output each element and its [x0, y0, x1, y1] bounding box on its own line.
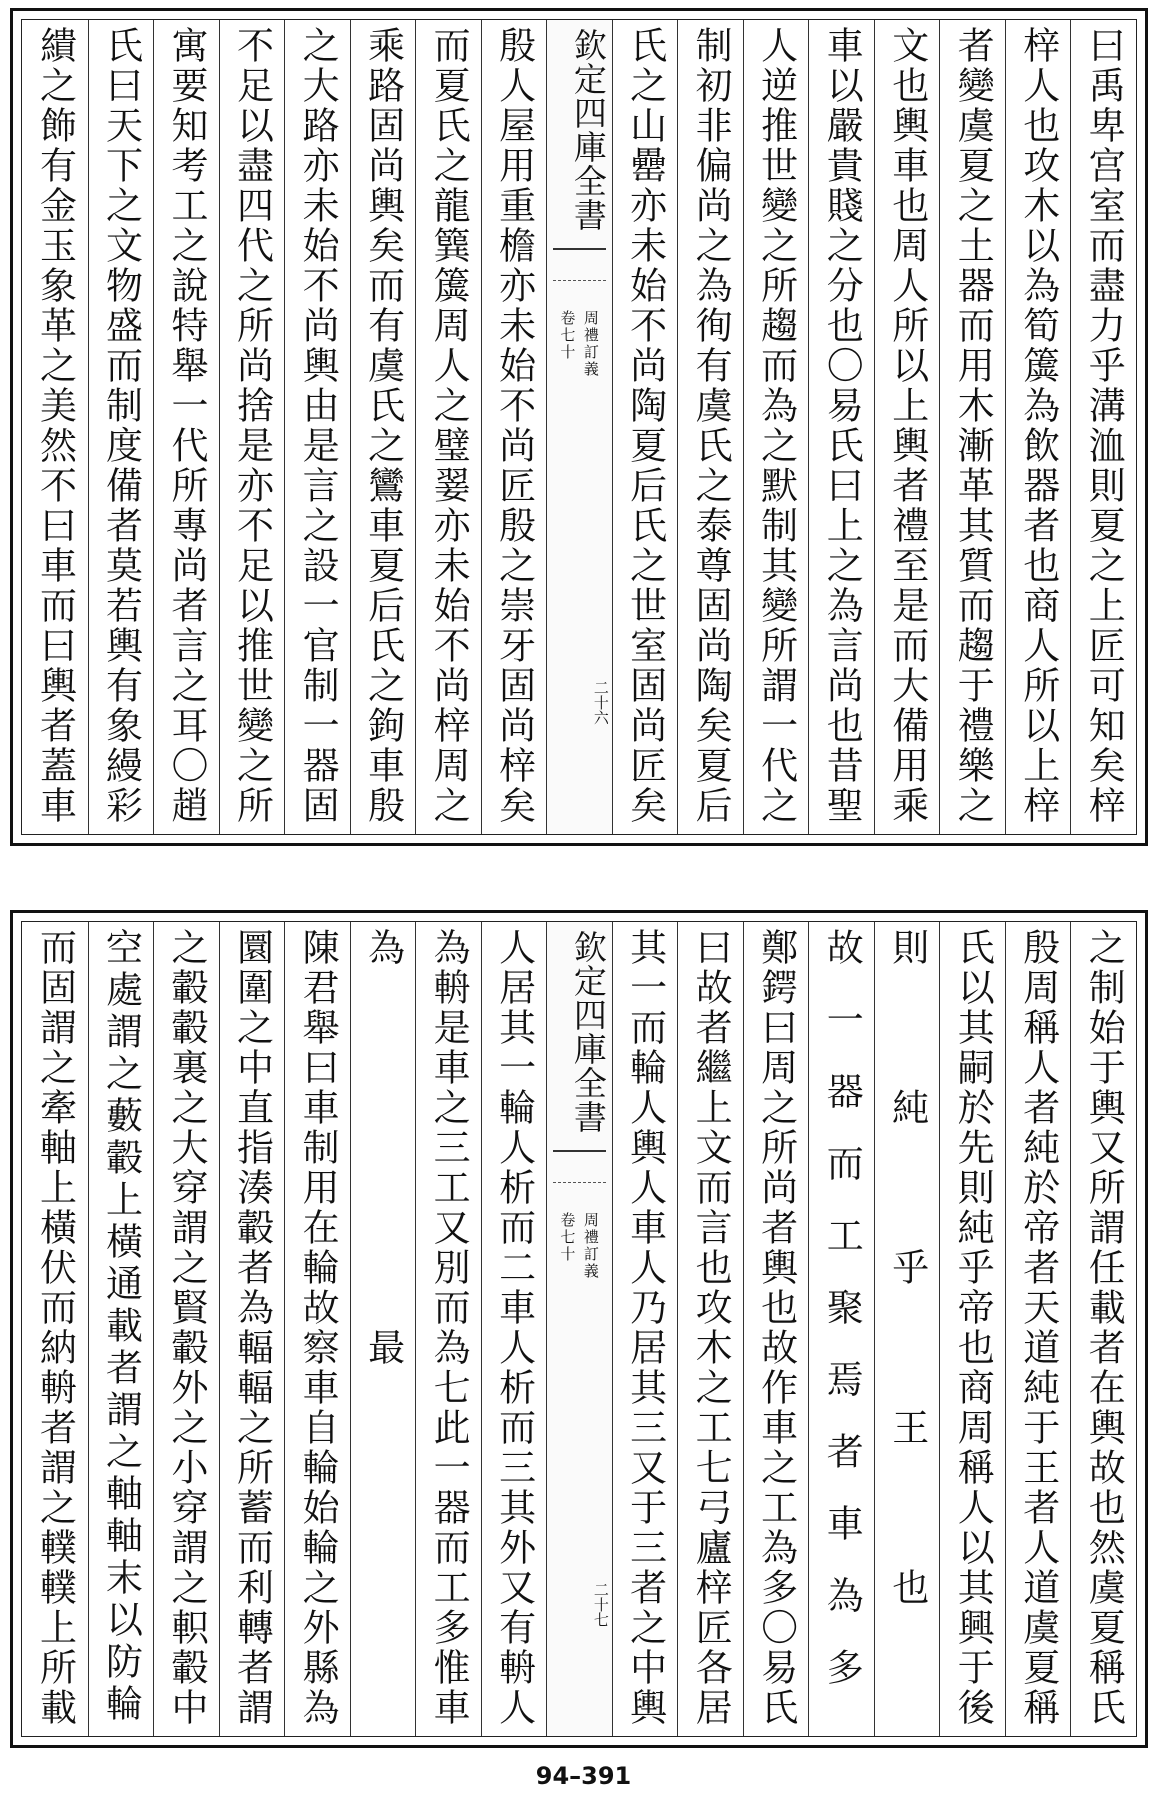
column-text: 為輈是車之三工又別而為七此一器而工多惟車	[427, 928, 471, 1728]
column-text: 者變虞夏之土器而用木漸革其質而趨于禮樂之	[951, 26, 995, 826]
text-column	[1005, 922, 1071, 1736]
text-column	[88, 20, 154, 834]
work-title: 周禮訂義	[581, 310, 600, 378]
column-text: 而固謂之牽軸上橫伏而納輈者謂之轐轐上所載	[33, 928, 77, 1728]
text-column	[22, 20, 88, 834]
column-text: 乘路固尚輿矣而有虞氏之鸞車夏后氏之鉤車殷	[361, 26, 405, 826]
text-column	[677, 20, 743, 834]
column-text: 不足以盡四代之所尚捨是亦不足以推世變之所	[230, 26, 274, 826]
upper-page-frame	[21, 19, 1137, 835]
text-column	[677, 922, 743, 1736]
column-text: 為最	[361, 928, 405, 1728]
text-column	[1005, 20, 1071, 834]
text-column	[808, 922, 874, 1736]
text-column	[743, 20, 809, 834]
column-text: 車以嚴貴賤之分也〇易氏曰上之為言尚也昔聖	[820, 26, 864, 826]
column-text: 則純乎王也	[885, 928, 929, 1728]
column-text: 而夏氏之龍簨簴周人之璧翣亦未始不尚梓周之	[427, 26, 471, 826]
book-title: 欽定四庫全書	[568, 930, 608, 1134]
text-column	[284, 922, 350, 1736]
text-column	[939, 922, 1005, 1736]
column-text: 氏以其嗣於先則純乎帝也商周稱人以其興于後	[951, 928, 995, 1728]
text-column	[808, 20, 874, 834]
leaf-number: 二十六	[591, 680, 610, 725]
text-column	[1070, 922, 1136, 1736]
text-column	[415, 922, 481, 1736]
text-column	[219, 922, 285, 1736]
lower-page	[10, 910, 1148, 1748]
leaf-number: 二十七	[591, 1582, 610, 1627]
text-column	[219, 20, 285, 834]
column-text: 其一而輪人輿人車人乃居其三又于三者之中輿	[623, 928, 667, 1728]
column-text: 梓人也攻木以為筍簴為飲器者也商人所以上梓	[1016, 26, 1060, 826]
page-number: 94–391	[535, 1762, 632, 1790]
column-text: 氏曰天下之文物盛而制度備者莫若輿有象縵彩	[99, 26, 143, 826]
column-text: 陳君舉曰車制用在輪故察車自輪始輪之外縣為	[296, 928, 340, 1728]
text-column	[350, 20, 416, 834]
text-column	[284, 20, 350, 834]
column-text: 圜圍之中直指湊轂者為輻輻之所蓄而利轉者謂	[230, 928, 274, 1728]
column-text: 繢之飾有金玉象革之美然不曰車而曰輿者蓋車	[33, 26, 77, 826]
text-column	[22, 922, 88, 1736]
text-column	[481, 20, 547, 834]
fishtail-center-column	[546, 922, 612, 1736]
text-column	[153, 20, 219, 834]
column-text: 曰禹卑宫室而盡力乎溝洫則夏之上匠可知矣梓	[1082, 26, 1126, 826]
column-text: 空處謂之藪轂上橫通載者謂之軸軸末以防輪	[99, 928, 143, 1726]
text-column	[415, 20, 481, 834]
text-column	[481, 922, 547, 1736]
text-column	[743, 922, 809, 1736]
volume-label: 卷七十	[558, 1212, 577, 1263]
column-text: 之轂轂裏之大穿謂之賢轂外之小穿謂之軹轂中	[165, 928, 209, 1728]
text-column	[874, 20, 940, 834]
column-text: 殷周稱人者純於帝者天道純于王者人道虞夏稱	[1016, 928, 1060, 1728]
text-column	[1070, 20, 1136, 834]
volume-label: 卷七十	[558, 310, 577, 361]
work-title: 周禮訂義	[581, 1212, 600, 1280]
upper-page	[10, 8, 1148, 846]
column-text: 曰故者繼上文而言也攻木之工七弓廬梓匠各居	[689, 928, 733, 1728]
column-text: 文也輿車也周人所以上輿者禮至是而大備用乘	[885, 26, 929, 826]
lower-page-frame	[21, 921, 1137, 1737]
text-column	[939, 20, 1005, 834]
column-text: 氏之山罍亦未始不尚陶夏后氏之世室固尚匠矣	[623, 26, 667, 826]
column-text: 之大路亦未始不尚輿由是言之設一官制一器固	[296, 26, 340, 826]
text-column	[612, 922, 678, 1736]
text-column	[88, 922, 154, 1736]
column-text: 人逆推世變之所趨而為之默制其變所謂一代之	[754, 26, 798, 826]
column-text: 故一器而工聚焉者車為多	[820, 928, 864, 1720]
text-column	[874, 922, 940, 1736]
column-text: 鄭鍔曰周之所尚者輿也故作車之工為多〇易氏	[754, 928, 798, 1728]
column-text: 寓要知考工之說特舉一代所專尚者言之耳〇趙	[165, 26, 209, 826]
book-title: 欽定四庫全書	[568, 28, 608, 232]
column-text: 制初非偏尚之為徇有虞氏之泰尊固尚陶矣夏后	[689, 26, 733, 826]
column-text: 人居其一輪人析而二車人析而三其外又有輈人	[492, 928, 536, 1728]
text-column	[612, 20, 678, 834]
column-text: 之制始于輿又所謂任載者在輿故也然虞夏稱氏	[1082, 928, 1126, 1728]
fishtail-divider	[553, 1150, 606, 1183]
fishtail-divider	[553, 248, 606, 281]
text-column	[153, 922, 219, 1736]
fishtail-center-column	[546, 20, 612, 834]
column-text: 殷人屋用重檐亦未始不尚匠殷之崇牙固尚梓矣	[492, 26, 536, 826]
text-column	[350, 922, 416, 1736]
